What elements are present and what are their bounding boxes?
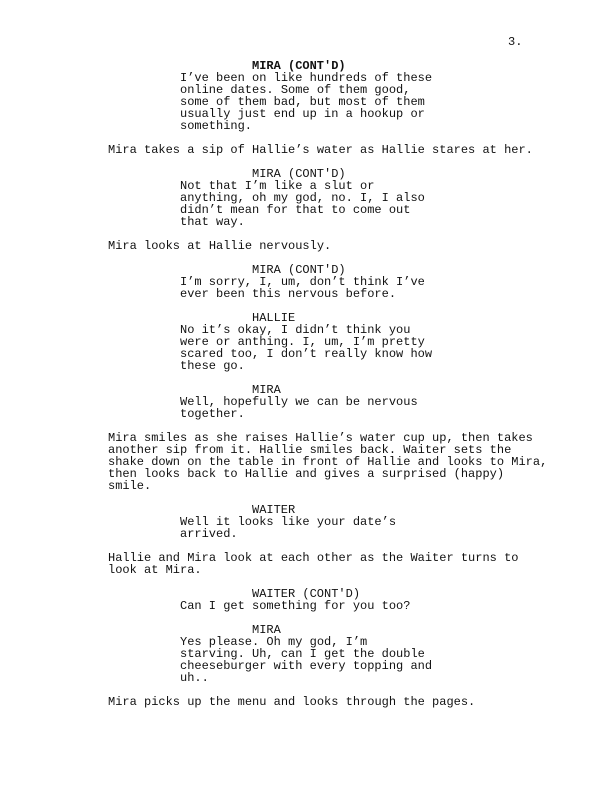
dialogue: Well it looks like your date’s arrived. [180, 515, 397, 541]
dialogue: I’ve been on like hundreds of these online dates. Some of them good, some of them bad, but most of them usually just end up in a hookup or something. [180, 71, 433, 133]
character-cue: WAITER (CONT'D) [252, 587, 361, 601]
dialogue: Well, hopefully we can be nervous together. [180, 395, 418, 421]
dialogue: No it’s okay, I didn’t think you were or anthing. I, um, I’m pretty scared too, I don’t really know how these go. [180, 323, 433, 373]
character-cue: MIRA (CONT'D) [252, 263, 346, 277]
character-cue: WAITER [252, 503, 296, 517]
action-line: Hallie and Mira look at each other as the Waiter turns to look at Mira. [108, 551, 519, 577]
character-cue: MIRA (CONT'D) [252, 167, 346, 181]
character-cue: MIRA (CONT'D) [252, 59, 346, 73]
action-line: Mira smiles as she raises Hallie’s water cup up, then takes another sip from it. Hallie smiles back. Waiter sets the shake down on the table in front of Hallie and looks to Mira, then looks back to Hallie and gives a surprised (happy) smile. [108, 431, 548, 493]
character-cue: MIRA [252, 383, 281, 397]
dialogue: Can I get something for you too? [180, 599, 411, 613]
action-line: Mira takes a sip of Hallie’s water as Hallie stares at her. [108, 143, 533, 157]
dialogue: Not that I’m like a slut or anything, oh my god, no. I, I also didn’t mean for that to come out that way. [180, 179, 425, 229]
action-line: Mira picks up the menu and looks through the pages. [108, 695, 476, 709]
character-cue: HALLIE [252, 311, 296, 325]
dialogue: I’m sorry, I, um, don’t think I’ve ever been this nervous before. [180, 275, 425, 301]
dialogue: Yes please. Oh my god, I’m starving. Uh, can I get the double cheeseburger with every topping and uh.. [180, 635, 433, 685]
page-number: 3. [508, 35, 523, 49]
character-cue: MIRA [252, 623, 281, 637]
action-line: Mira looks at Hallie nervously. [108, 239, 332, 253]
